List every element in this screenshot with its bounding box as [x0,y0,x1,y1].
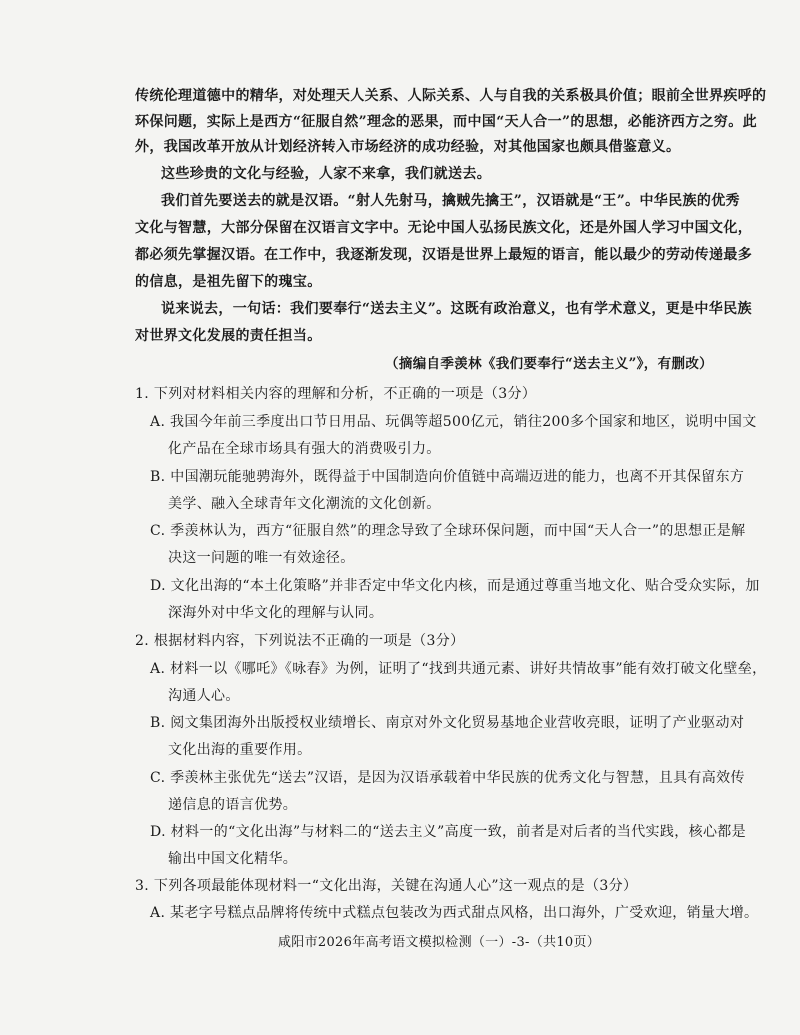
passage-line: 外，我国改革开放从计划经济转入市场经济的成功经验，对其他国家也颇具借鉴意义。 [135,139,681,155]
q1-option-d: 深海外对中华文化的理解与认同。 [168,605,384,621]
question-1-stem: 1. 下列对材料相关内容的理解和分析，不正确的一项是（3分） [135,386,537,402]
q1-option-b: B. 中国潮玩能驰骋海外，既得益于中国制造向价值链中高端迈进的能力，也离不开其保留东方 [150,469,745,485]
q2-option-d: D. 材料一的“文化出海”与材料二的“送去主义”高度一致，前者是对后者的当代实践，核心都是 [150,824,747,840]
q2-option-d: 输出中国文化精华。 [168,851,298,867]
q2-option-c: 递信息的语言优势。 [168,797,298,813]
q2-option-b: B. 阅文集团海外出版授权业绩增长、南京对外文化贸易基地企业营收亮眼，证明了产业驱动对 [150,715,745,731]
passage-line: 的信息，是祖先留下的瑰宝。 [135,274,322,290]
q2-option-a: 沟通人心。 [168,688,240,704]
passage-line: 这些珍贵的文化与经验，人家不来拿，我们就送去。 [161,166,492,182]
q2-option-b: 文化出海的重要作用。 [168,742,312,758]
passage-line: 都必须先掌握汉语。在工作中，我逐渐发现，汉语是世界上最短的语言，能以最少的劳动传递最多 [135,247,753,263]
passage-line: 对世界文化发展的责任担当。 [135,328,322,344]
q1-option-d: D. 文化出海的“本土化策略”并非否定中华文化内核，而是通过尊重当地文化、贴合受众实际，加 [150,578,760,594]
q1-option-a: 化产品在全球市场具有强大的消费吸引力。 [168,441,441,457]
q2-option-a: A. 材料一以《哪吒》《咏春》为例，证明了“找到共通元素、讲好共情故事”能有效打破文化壁垒， [150,661,767,677]
page-footer: 咸阳市2026年高考语文模拟检测（一）-3-（共10页） [278,935,601,950]
passage-line: 传统伦理道德中的精华，对处理天人关系、人际关系、人与自我的关系极具价值；眼前全世界疾呼的 [135,88,767,104]
passage-source: （摘编自季羡林《我们要奉行“送去主义”》，有删改） [385,356,714,372]
q3-option-a: A. 某老字号糕点品牌将传统中式糕点包装改为西式甜点风格，出口海外，广受欢迎，销量大增。 [150,905,759,921]
passage-line: 文化与智慧，大部分保留在汉语言文字中。无论中国人弘扬民族文化，还是外国人学习中国文化， [135,220,753,236]
q1-option-a: A. 我国今年前三季度出口节日用品、玩偶等超500亿元，销往200多个国家和地区，说明中国文 [150,414,757,430]
passage-line: 说来说去，一句话：我们要奉行“送去主义”。这既有政治意义，也有学术意义，更是中华民族 [161,301,752,317]
q1-option-c: 决这一问题的唯一有效途径。 [168,550,355,566]
q1-option-c: C. 季羡林认为，西方“征服自然”的理念导致了全球环保问题，而中国“天人合一”的思想正是解 [150,523,746,539]
question-2-stem: 2. 根据材料内容，下列说法不正确的一项是（3分） [135,633,465,649]
q1-option-b: 美学、融入全球青年文化潮流的文化创新。 [168,496,441,512]
passage-line: 我们首先要送去的就是汉语。“射人先射马，擒贼先擒王”，汉语就是“王”。中华民族的优秀 [161,193,740,209]
question-3-stem: 3. 下列各项最能体现材料一“文化出海，关键在沟通人心”这一观点的是（3分） [135,878,638,894]
passage-line: 环保问题，实际上是西方“征服自然”理念的恶果，而中国“天人合一”的思想，必能济西方之穷。此 [135,114,757,130]
q2-option-c: C. 季羡林主张优先“送去”汉语，是因为汉语承载着中华民族的优秀文化与智慧，且具有高效传 [150,770,745,786]
